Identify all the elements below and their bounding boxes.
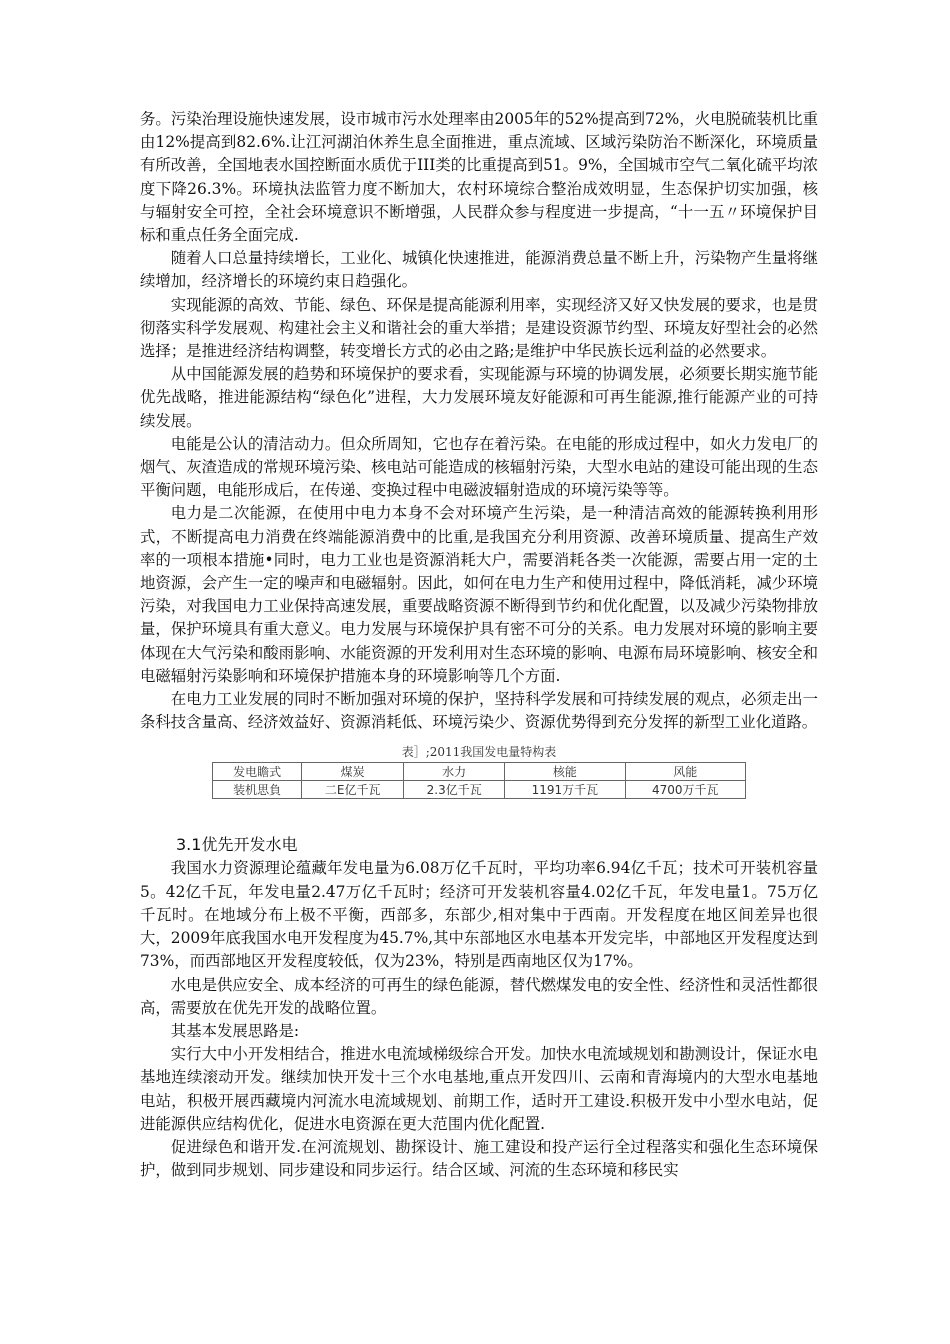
paragraph-8: 我国水力资源理论蕴藏年发电量为6.08万亿千瓦时，平均功率6.94亿千瓦；技术可开装机容量5。42亿千瓦，年发电量2.47万亿千瓦时；经济可开发装机容量4.02亿千瓦，年发电量1。75万亿千瓦时。在地域分布上极不平衡，西部多，东部少,相对集中于西南。开发程度在地区间差异也很大，2009年底我国水电开发程度为45.7%,其中东部地区水电基本开发完毕，中部地区开发程度达到73%，而西部地区开发程度较低，仅为23%，特别是西南地区仅为17%。: [140, 859, 818, 971]
paragraph-1: 务。污染治理设施快速发展，设市城市污水处理率由2005年的52%提高到72%，火电脱硫装机比重由12%提高到82.6%.让江河湖泊休养生息全面推进，重点流域、区域污染防治不断深化，环境质量有所改善，全国地表水国控断面水质优于III类的比重提高到51。9%，全国城市空气二氧化硫平均浓度下降26.3%。环境执法监管力度不断加大，农村环境综合整治成效明显，生态保护切实加强，核与辐射安全可控，全社会环境意识不断增强，人民群众参与程度进一步提高，“十一五〃环境保护目标和重点任务全面完成.: [140, 110, 818, 245]
paragraph-4: 从中国能源发展的趋势和环境保护的要求看，实现能源与环境的协调发展，必须要长期实施节能优先战略，推进能源结构“绿色化”进程，大力发展环境友好能源和可再生能源,推行能源产业的可持续发展。: [140, 365, 818, 430]
table-cell: 4700万千瓦: [625, 781, 745, 799]
paragraph-5: 电能是公认的清洁动力。但众所周知，它也存在着污染。在电能的形成过程中，如火力发电厂的烟气、灰渣造成的常规环境污染、核电站可能造成的核辐射污染，大型水电站的建设可能出现的生态平衡问题，电能形成后，在传递、变换过程中电磁波辐射造成的环境污染等等。: [140, 434, 818, 500]
paragraph-11: 实行大中小开发相结合，推进水电流域梯级综合开发。加快水电流域规划和勘测设计，保证水电基地连续滚动开发。继续加快开发十三个水电基地,重点开发四川、云南和青海境内的大型水电基地电站，积极开展西藏境内河流水电流域规划、前期工作，适时开工建设.积极开发中小型水电站，促进能源供应结构优化，促进水电资源在更大范围内优化配置.: [140, 1045, 818, 1133]
paragraph-9: 水电是供应安全、成本经济的可再生的绿色能源，替代燃煤发电的安全性、经济性和灵活性都很高，需要放在优先开发的战略位置。: [140, 975, 818, 1017]
document-page: [140, 108, 818, 1182]
paragraph-3: 实现能源的高效、节能、绿色、环保是提高能源利用率，实现经济又好又快发展的要求，也是贯彻落实科学发展观、构建社会主义和谐社会的重大举措；是建设资源节约型、环境友好型社会的必然选择；是推进经济结构调整，转变增长方式的必由之路;是维护中华民族长远利益的必然要求。: [140, 295, 818, 361]
paragraph-12: 促进绿色和谐开发.在河流规划、勘探设计、施工建设和投产运行全过程落实和强化生态环境保护，做到同步规划、同步建设和同步运行。结合区域、河流的生态环境和移民实: [140, 1137, 818, 1180]
table-header-cell: 水力: [404, 763, 505, 781]
table-cell: 装机思負: [213, 781, 302, 799]
paragraph-2: 随着人口总量持续增长，工业化、城镇化快速推进，能源消费总量不断上升，污染物产生量将继续增加，经济增长的环境约束日趋强化。: [140, 249, 818, 291]
table-header-row: [213, 763, 746, 781]
table-header-cell: 发电瞻式: [213, 763, 302, 781]
table-caption: 表］;2011我国发电量特构表: [401, 745, 557, 760]
table-cell: 2.3亿千瓦: [404, 781, 505, 799]
paragraph-6: 电力是二次能源，在使用中电力本身不会对环境产生污染，是一种清洁高效的能源转换利用形式，不断提高电力消费在终端能源消费中的比重,是我国充分利用资源、改善环境质量、提高生产效率的一项根本措施•同时，电力工业也是资源消耗大户，需要消耗各类一次能源，需要占用一定的土地资源，会产生一定的噪声和电磁辐射。因此，如何在电力生产和使用过程中，降低消耗，减少环境污染，对我国电力工业保持高速发展，重要战略资源不断得到节约和优化配置，以及减少污染物排放量，保护环境具有重大意义。电力发展与环境保护具有密不可分的关系。电力发展对环境的影响主要体现在大气污染和酸雨影响、水能资源的开发利用对生态环境的影响、电源布局环境影响、核安全和电磁辐射污染影响和环境保护措施本身的环境影响等几个方面.: [140, 504, 818, 685]
section-heading: 3.1优先开发水电: [176, 835, 298, 855]
paragraph-10: 其基本发展思路是:: [170, 1021, 300, 1040]
table-header-cell: 煤炭: [302, 763, 404, 781]
power-structure-table: [212, 762, 746, 799]
table-header-cell: 风能: [625, 763, 745, 781]
table-cell: 1191万千瓦: [505, 781, 625, 799]
table-cell: 二E亿千瓦: [302, 781, 404, 799]
table-row: [213, 781, 746, 799]
table-header-cell: 核能: [505, 763, 625, 781]
paragraph-7: 在电力工业发展的同时不断加强对环境的保护，坚持科学发展和可持续发展的观点，必须走出一条科技含量高、经济效益好、资源消耗低、环境污染少、资源优势得到充分发挥的新型工业化道路。: [140, 690, 818, 732]
